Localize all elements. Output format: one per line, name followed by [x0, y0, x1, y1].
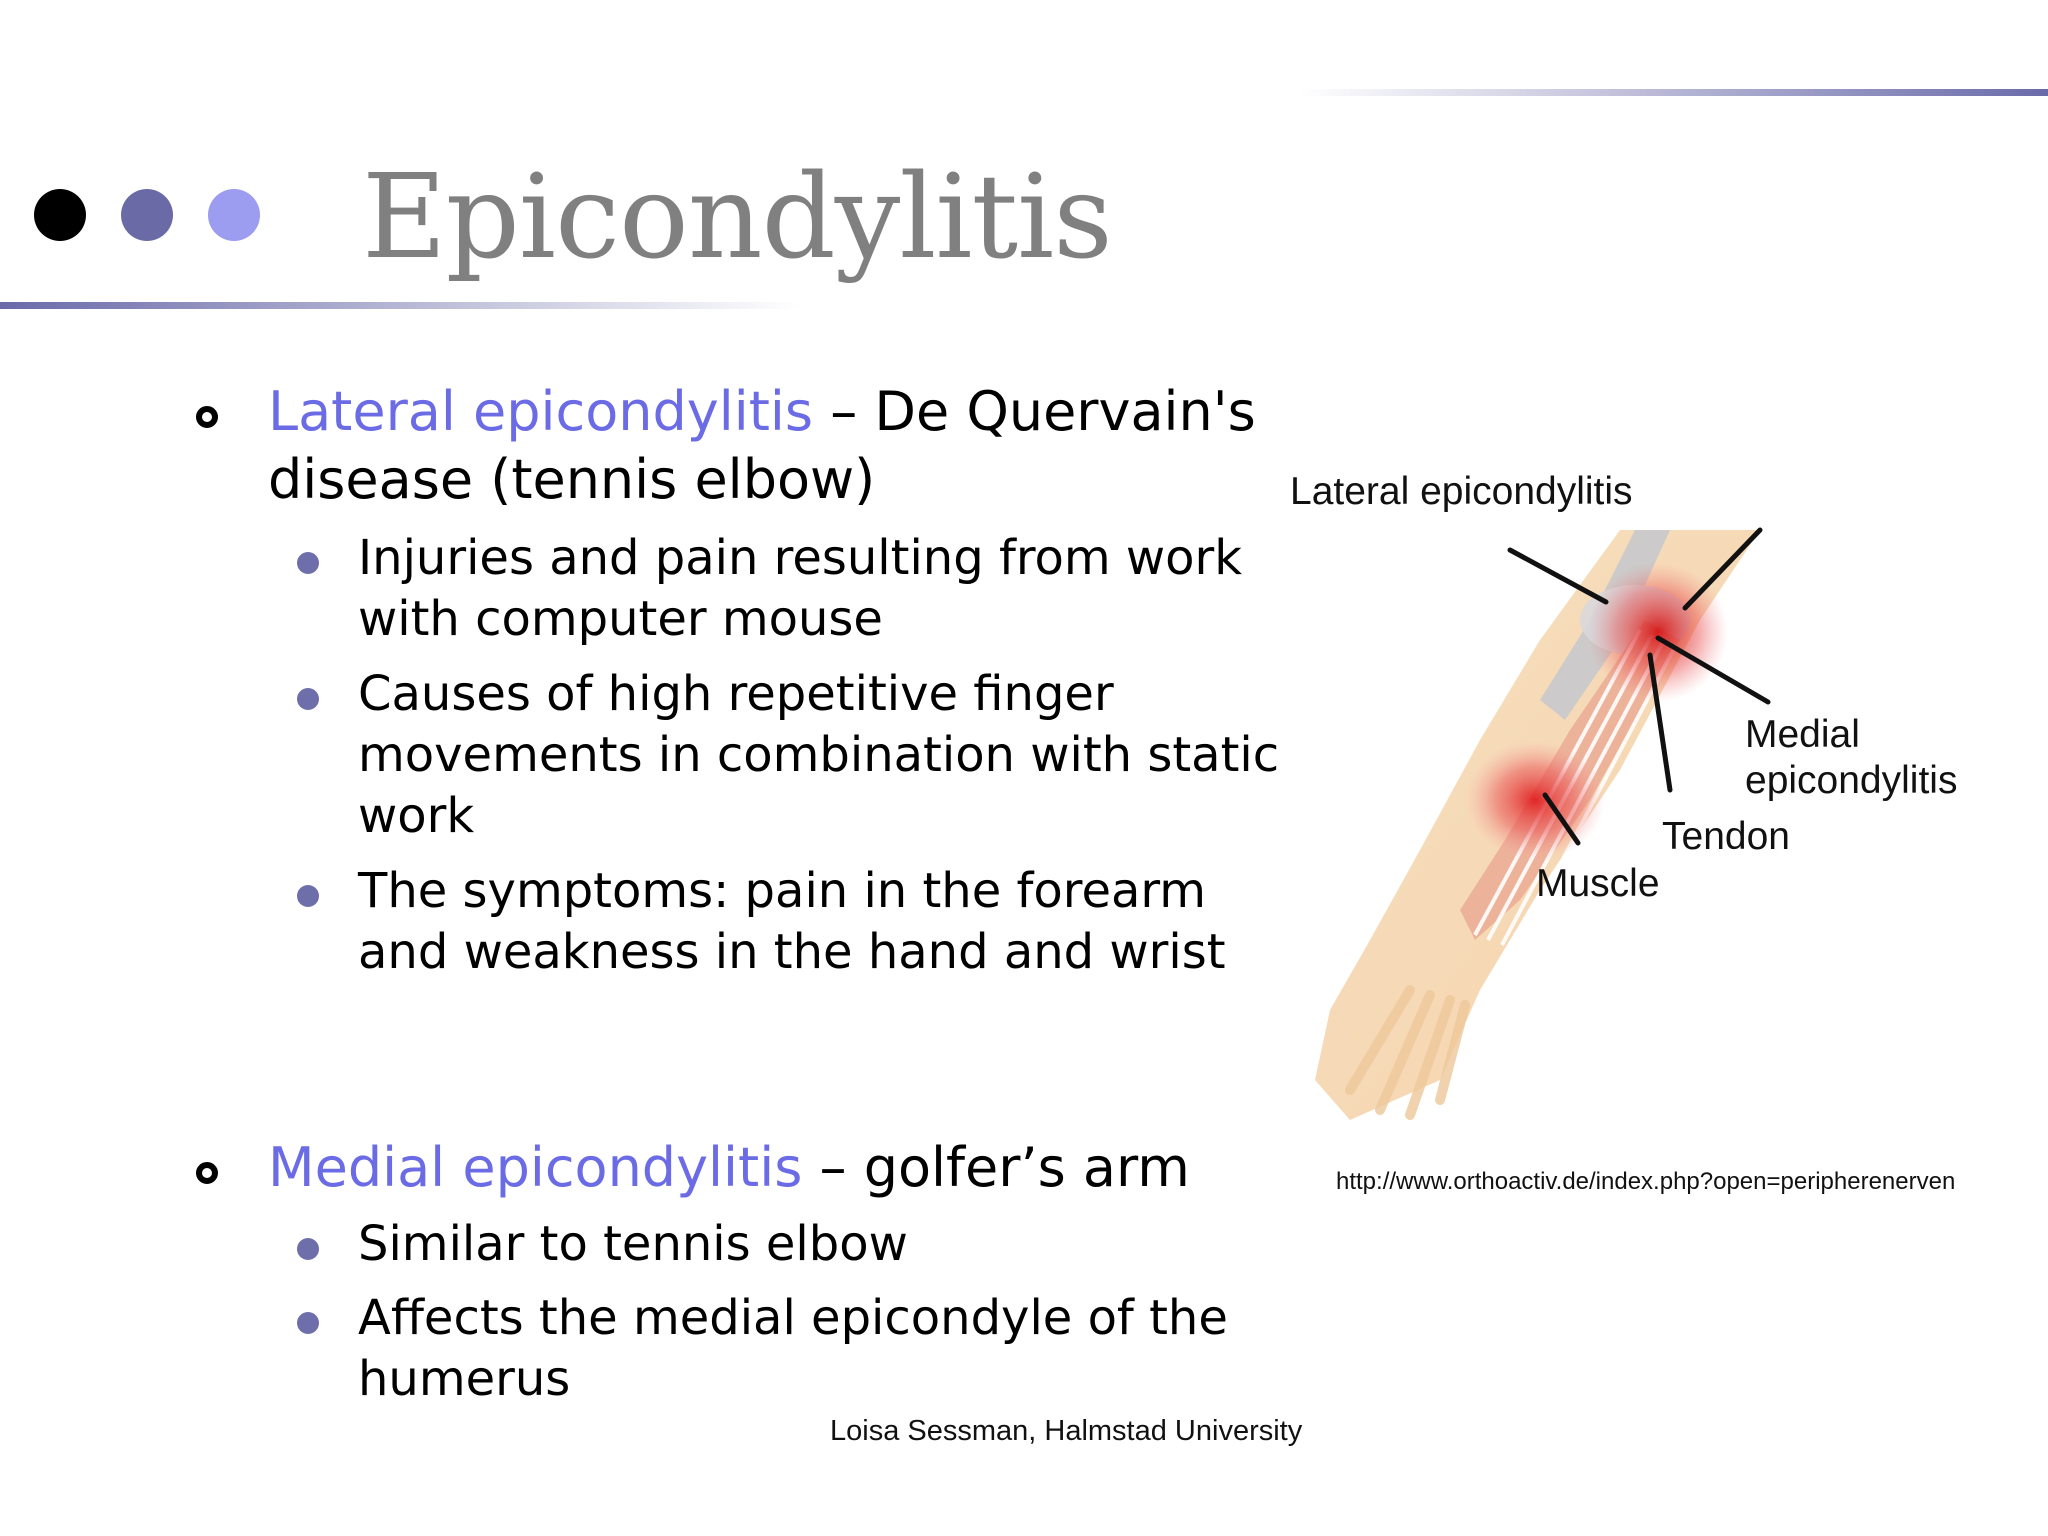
level2-bullet-marker: [297, 688, 319, 710]
label-medial-line-1: Medial: [1745, 713, 1860, 756]
slide-title: Epicondylitis: [362, 150, 1112, 285]
bullet-description: – golfer’s arm: [802, 1136, 1190, 1199]
level2-bullet-marker: [297, 1312, 319, 1334]
decorative-dot-lavender: [208, 189, 260, 241]
label-tendon: Tendon: [1662, 815, 1790, 858]
sub-bullet-item: The symptoms: pain in the forearm and weakness in the hand and wrist: [358, 863, 1226, 980]
label-medial-line-2: epicondylitis: [1745, 759, 1958, 802]
decorative-dot-slate: [121, 189, 173, 241]
label-lateral-epicondylitis: Lateral epicondylitis: [1290, 470, 1633, 513]
level2-bullet-marker: [297, 885, 319, 907]
image-source-url: http://www.orthoactiv.de/index.php?open=peripherenerven: [1336, 1168, 1956, 1195]
bullet-accent-term: Lateral epicondylitis: [268, 380, 814, 443]
slide-footer: Loisa Sessman, Halmstad University: [830, 1415, 1303, 1447]
label-muscle: Muscle: [1536, 862, 1660, 905]
sub-bullet-item: Causes of high repetitive finger movements in combination with static work: [358, 666, 1280, 844]
top-decorative-rule: [1300, 89, 2048, 96]
level1-bullet-marker: [196, 1162, 218, 1184]
sub-bullet-item: Injuries and pain resulting from work with computer mouse: [358, 530, 1243, 647]
bullet-lateral-epicondylitis: [268, 378, 1278, 514]
sub-bullet-item: Similar to tennis elbow: [358, 1216, 908, 1272]
title-underline-rule: [0, 302, 800, 309]
bullet-accent-term: Medial epicondylitis: [268, 1136, 803, 1199]
forearm-illustration: [1290, 470, 1990, 1150]
level2-bullet-marker: [297, 1238, 319, 1260]
sub-bullet-item: Affects the medial epicondyle of the humerus: [358, 1290, 1228, 1407]
level2-bullet-marker: [297, 552, 319, 574]
muscle-inflammation-spot: [1465, 740, 1605, 860]
level1-bullet-marker: [196, 406, 218, 428]
bullet-description: – De Quervain's disease (tennis elbow): [268, 380, 1256, 511]
bullet-medial-epicondylitis: [268, 1134, 1278, 1202]
decorative-dot-black: [34, 189, 86, 241]
forearm-anatomy-figure: [1290, 470, 1990, 1150]
